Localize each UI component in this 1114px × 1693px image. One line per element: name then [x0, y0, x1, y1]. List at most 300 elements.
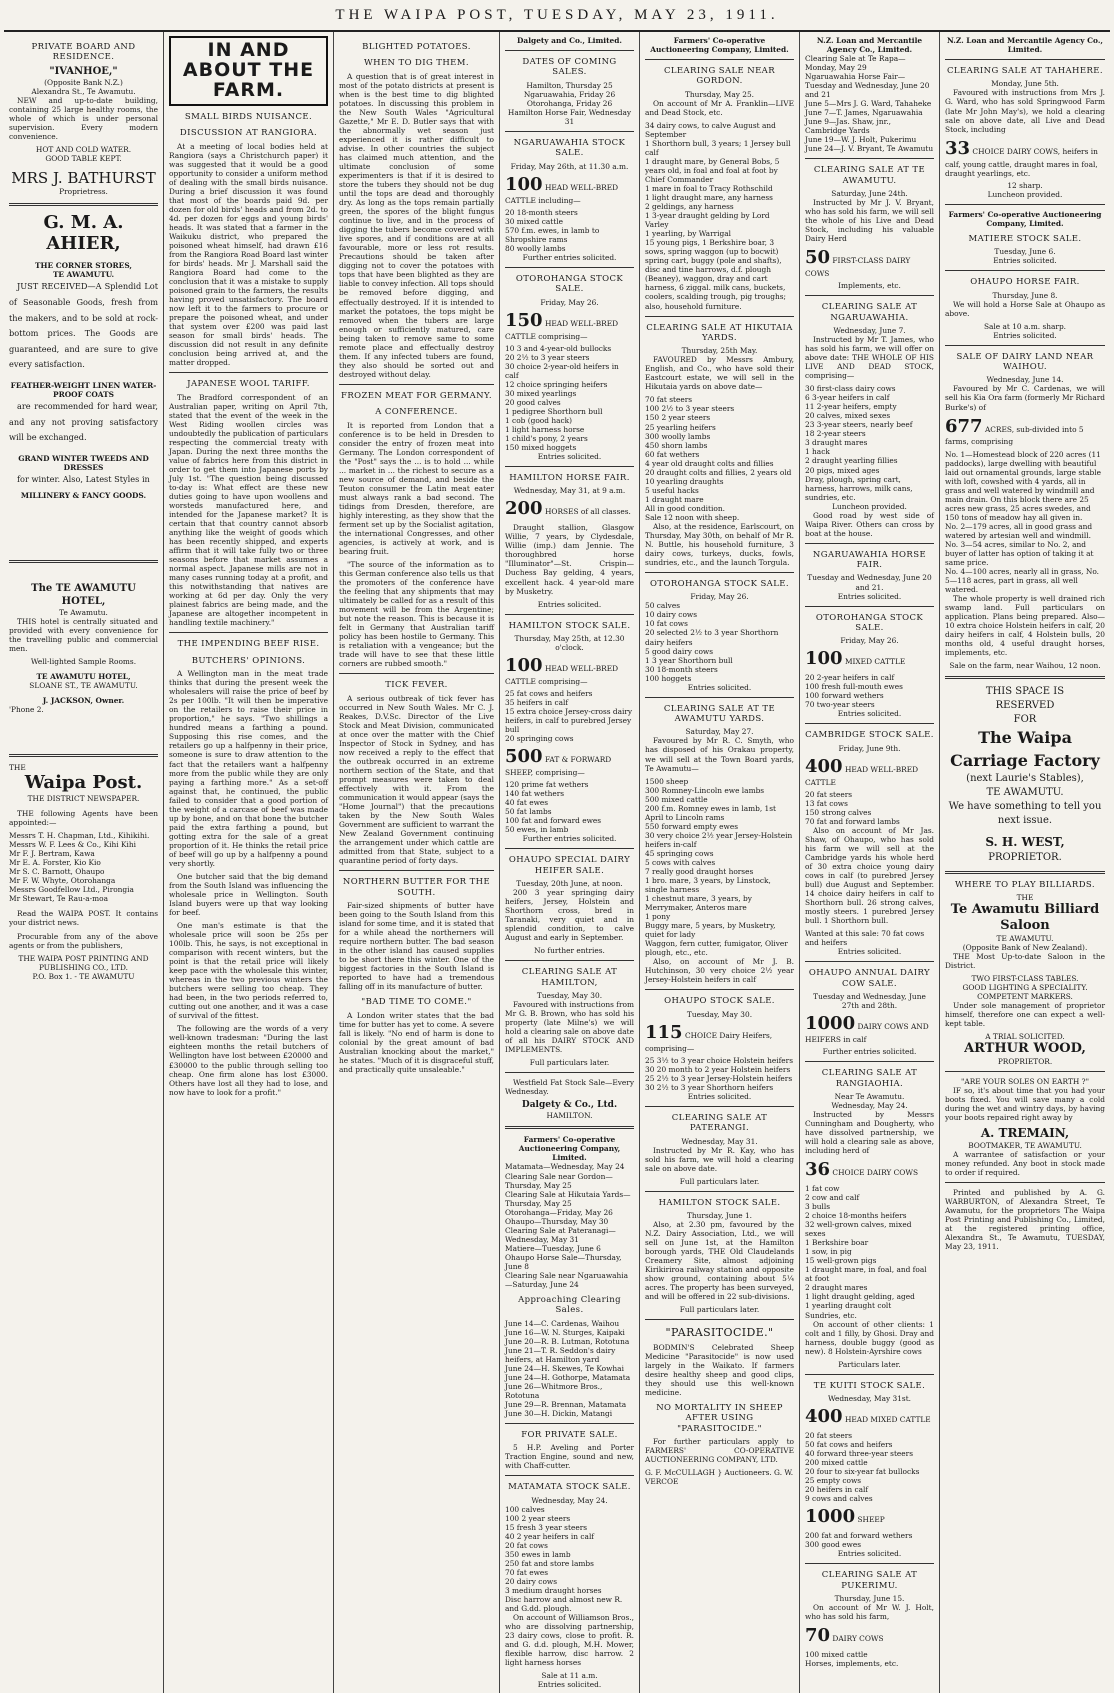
private-heading: FOR PRIVATE SALE. — [521, 1429, 618, 1440]
dalgety-town: HAMILTON. — [546, 1111, 593, 1121]
sale-items — [805, 1650, 934, 1668]
article-butter: Fair-sized shipments of butter have been going to the South Island from this island for some time, and it is stated that for a while ahead the northerners will require northern butter. The bad season in the other island has caused supplies to be short there this winter. One of the biggest factories in the South Island is reported to have had a tremendous falling off in its manufacture of butter. — [339, 901, 494, 992]
sale-item: 25 2½ to 3 year Jersey-Holstein heifers — [645, 1073, 793, 1083]
sale-item: 1 light harness horse — [505, 424, 585, 434]
billiard-sub: (Opposite Bank of New Zealand). — [962, 942, 1088, 952]
sale-head: CHOICE DAIRY COWS, heifers in calf, young cattle, draught mares in foal, draught yearlings, etc. — [945, 146, 1098, 178]
sale-items — [645, 395, 794, 521]
date-item: Hamilton Horse Fair, Wednesday 31 — [507, 107, 632, 126]
sale-item: 25 3½ to 3 year choice Holstein heifers — [645, 1055, 794, 1065]
sale-item: 10 dairy cows — [645, 610, 698, 620]
sale-item: 30 choice 2-year-old heifers in calf — [505, 361, 619, 380]
billiard-light: GOOD LIGHTING A SPECIALITY. — [962, 983, 1088, 993]
para-heading2: NO MORTALITY IN SHEEP AFTER USING "PARASITOCIDE." — [656, 1403, 783, 1434]
nzl-date-item: Clearing Sale at Te Rapa—Monday, May 29 — [805, 54, 906, 73]
fca-date-item: Clearing Sale at Hikutaia Yards—Thursday, May 25 — [505, 1189, 631, 1208]
sale-date: Wednesday, May 31, at 9 a.m. — [513, 486, 626, 496]
para-heading: "PARASITOCIDE." — [665, 1326, 774, 1340]
sale-item: Horses, implements, etc. — [805, 1659, 899, 1669]
sale-items — [805, 1184, 934, 1319]
sale-items — [805, 1431, 934, 1503]
board-table: GOOD TABLE KEPT. — [45, 154, 122, 164]
agent-item: Messrs W. F. Lees & Co., Kihi Kihi — [9, 840, 136, 850]
sale-text: Instructed by Mr T. James, who has sold his farm, we will offer on above date: THE WHOLE OF HIS LIVE AND DEAD STOCK, comprising— — [805, 335, 934, 381]
board-hot: HOT AND COLD WATER. — [35, 145, 132, 155]
headline-beef: THE IMPENDING BEEF RISE. — [177, 639, 320, 650]
sale-items — [505, 780, 634, 834]
sale-foot: Particulars later. — [838, 1359, 901, 1369]
sale-item: 2 draught mares — [805, 1283, 868, 1293]
sale-foot: Entries solicited. — [537, 599, 602, 609]
sale-item: Dray, plough, spring cart, harness, harrows, milk cans, sundries, etc. — [805, 474, 913, 502]
sale-item: 80 woolly lambs — [505, 243, 566, 253]
sale-item: 2 choice 18-months heifers — [805, 1211, 907, 1221]
sale-item: 20 18-month steers — [505, 207, 578, 217]
sale-date: Friday, May 26. — [690, 592, 749, 602]
fca-date-item: Clearing Sale near Ngaruawahia—Saturday, June 24 — [505, 1270, 629, 1289]
sale-title: SALE OF DAIRY LAND NEAR WAIHOU. — [956, 351, 1094, 373]
sale-foot: Full particulars later. — [679, 1176, 760, 1186]
sale-title: CAMBRIDGE STOCK SALE. — [805, 730, 934, 741]
article-frozen-meat-2: "The source of the information as to this German conference also tells us that the promoters of the conference have the feeling that any shipments that may ultimately be called for as a result of this movement will be from the Argentine; but note the reason. This is because it is felt in Germany that Australian tariff policy has been hostile to Germany. This is retaliation with a vengeance; but the trade will have to see that these little corners are rubbed smooth." — [339, 559, 494, 669]
sale-date: Thursday, June 15. — [834, 1594, 905, 1604]
sale-item: 1 cob (good hack) — [505, 415, 572, 425]
sale-title: NGARUAWAHIA STOCK SALE. — [513, 137, 626, 159]
sale-title: OHAUPO ANNUAL DAIRY COW SALE. — [808, 968, 931, 989]
private-text: 5 H.P. Aveling and Porter Traction Engine, sound and new, with Chaff-cutter. — [505, 1443, 634, 1471]
column-2 — [164, 32, 334, 1693]
sale-item: Disc harrow and almost new R. and G.dd. plough. — [505, 1595, 623, 1614]
dalgety-firm2: Dalgety & Co., Ltd. — [521, 1100, 618, 1111]
column-3 — [334, 32, 500, 1693]
sale-text: Favoured by Mr C. Cardenas, we will sell his Kia Ora farm (formerly Mr Richard Burke's) of — [945, 384, 1105, 412]
billiard-town: TE AWAMUTU. — [996, 933, 1054, 943]
sale-date: Thursday, May 25. — [684, 89, 755, 99]
sale-item: 13 fat cows — [805, 798, 848, 808]
sale-head: HEAD WELL-BRED CATTLE — [805, 764, 919, 787]
headline-bad-time: "BAD TIME TO COME." — [361, 997, 472, 1008]
sale-title: CLEARING SALE AT PUKERIMU. — [821, 1570, 918, 1591]
sale-items — [645, 1056, 794, 1092]
procure-text: Procurable from any of the above agents or from the publishers, — [9, 931, 158, 950]
sale-item: 20 calves, mixed sexes — [805, 411, 891, 421]
sale-item: 40 fat ewes — [505, 798, 549, 808]
sale-item: No. 3—54 acres, similar to No. 2, and buyer of latter has option of taking it at same price. — [945, 539, 1094, 567]
sale-title: CLEARING SALE AT HAMILTON, — [521, 967, 618, 988]
tweeds-tail: MILLINERY & FANCY GOODS. — [20, 491, 147, 501]
column-4 — [500, 32, 640, 1693]
sale-head: HEAD WELL-BRED CATTLE including— — [505, 182, 619, 205]
fca-date-item: Matamata—Wednesday, May 24 — [505, 1162, 625, 1172]
billiard-trial: A TRIAL SOLICITED. — [985, 1032, 1065, 1042]
sale-count: 33 — [945, 137, 971, 159]
sale-item: 100 fat and forward ewes — [505, 816, 602, 826]
sale-text: The whole property is well drained rich swamp land. Full particulars on application. Plans being prepared. Also—10 extra choice Holstein heifers in calf, 20 dairy heifers in calf, 4 Holstein bulls, 20 months old, 4 useful draught horses, implements, etc. — [945, 594, 1105, 658]
sale-item: 50 fat cows and heifers — [805, 1440, 893, 1450]
ahier-name: G. M. A. AHIER, — [43, 211, 124, 255]
sale-item: 1 pedigree Shorthorn bull — [505, 406, 603, 416]
sale-item: 60 fat wethers — [645, 449, 700, 459]
hotel-title: The TE AWAMUTU HOTEL, — [31, 583, 136, 607]
board-addr: Alexandra St., Te Awamutu. — [31, 86, 136, 96]
sale-item: 200 f.m. Romney ewes in lamb, 1st April to Lincoln rams — [645, 803, 777, 822]
paper-sub: THE DISTRICT NEWSPAPER. — [27, 794, 140, 804]
sale-item: 23 3-year steers, nearly beef — [805, 420, 913, 430]
date-item: Otorohanga, Friday 26 — [526, 98, 613, 108]
sale-item: 1 sow, in pig — [805, 1247, 852, 1257]
sale-date: Tuesday and Wednesday, June 20 and 21. — [807, 573, 932, 592]
fca-item: June 14—C. Cardenas, Waihou — [505, 1318, 620, 1328]
sale-item: 1 Shorthorn bull, 3 years; 1 Jersey bull calf — [645, 138, 791, 157]
reserved-role: PROPRIETOR. — [988, 851, 1062, 863]
sale-subtitle: Near Te Awamutu. — [834, 1091, 905, 1101]
para-text: BODMIN'S Celebrated Sheep Medicine "Parasitocide" is now used largely in the Waikato. If farmers desire healthy sheep and good clips, they should use this well-known medicine. — [645, 1342, 794, 1397]
sale-head: MIXED CATTLE — [844, 657, 906, 667]
fca-item: June 26—Whitmore Bros., Rototuna — [505, 1381, 603, 1400]
hotel-phone: 'Phone 2. — [9, 705, 44, 715]
billiard-text: THE Most Up-to-date Saloon in the District. — [945, 952, 1105, 971]
farm-title: IN AND ABOUT THE FARM. — [169, 36, 328, 106]
sale-foot: Entries solicited. — [837, 591, 902, 601]
sale-items — [505, 344, 634, 452]
dates-list — [505, 81, 634, 126]
sale-count: 400 — [805, 755, 843, 777]
sale-item: 1500 sheep — [645, 776, 689, 786]
sale-item: 20 fat steers — [805, 789, 853, 799]
sale-item: 50 calves — [645, 601, 681, 611]
sale-item: 30 2½ to 3 year Shorthorn heifers — [645, 1082, 774, 1092]
sale-item: 200 fat and forward wethers — [805, 1531, 913, 1541]
sale-text: Draught stallion, Glasgow Willie, 7 years, by Clydesdale, Willie (imp.) dam Jennie. The thoroughbred horse "Illuminator"—St. Crispin—Duchess Bay gelding, 4 years, excellent hack. 4 year-old mare by Musketry. — [505, 523, 634, 596]
sale-item: 18 2-year steers — [805, 429, 866, 439]
sale-item: All in good condition. — [645, 503, 725, 513]
sale-count: 100 — [805, 648, 843, 670]
sale-item: 12 choice springing heifers — [505, 379, 608, 389]
article-wool: The Bradford correspondent of an Australian paper, writing on April 7th, stated that the event of the week in the West Riding woollen circles was undoubtedly the publication of particulars respecting the commercial treaty with Japan. During the next three months the value of fabrics here from this district in order to get them into Japanese ports by July 1st. "The question being discussed to-day is: What effect are these new duties going to have upon woollens and worsteds manufactured here, and intended for the Japanese market? It is certain that that country cannot absorb anything like the weight of goods which has been recently shipped, and experts affirm that it will take fully two or three seasons before that market assumes a normal aspect. Japanese mills are not in many cases running today at a profit, and this notwithstanding that natives are working at 6d per day. Only the very plainest fabrics are being made, and the Japanese are altogether incompetent in handling textile machinery." — [169, 392, 328, 628]
sale-date: Friday, June 9th. — [838, 743, 901, 753]
reserved-line: THIS SPACE IS — [985, 686, 1065, 698]
board-sub: (Opposite Bank N.Z.) — [44, 77, 123, 87]
sale-count: 150 — [505, 309, 543, 331]
billiard-heading: WHERE TO PLAY BILLIARDS. — [955, 879, 1095, 890]
sale-text: Instructed by Mr R. Kay, who has sold his farm, we will hold a clearing sale on above date. — [645, 1145, 794, 1173]
billiard-tables: TWO FIRST-CLASS TABLES. — [971, 974, 1079, 984]
sale-foot: Luncheon provided. — [832, 501, 907, 511]
sale-item: 5 useful hacks — [645, 485, 699, 495]
sale-foot: Luncheon provided. — [987, 189, 1063, 199]
sale-item: 40 forward three-year steers — [805, 1449, 913, 1459]
imprint: Printed and published by A. G. WARBURTON, of Alexandra Street, Te Awamutu, for the proprietors The Waipa Post Printing and Publishing Co., Limited, at the registered printing office, Alexandra St., Te Awamutu, TUESDAY, May 23, 1911. — [945, 1188, 1105, 1252]
sale-items — [645, 601, 794, 682]
sale-item: 1 3-year draught gelding by Lord Varley — [645, 211, 770, 230]
article-birds: At a meeting of local bodies held at Rangiora (says a Christchurch paper) it was suggested that it would be a good opportunity to consider a uniform method of dealing with the small birds nuisance. During a brief discussion it was found that most of the boards paid 9d. per dozen for old birds' heads and from 2d. to 4d. per dozen for eggs and young birds' heads. It was stated that a farmer in the Waikuku district, who prepared the poisoned wheat himself, had drawn £16 from the Rangiora Road Board last winter for birds' heads. Mr J. Marshall said the Rangiora Board had come to the conclusion that it was a mistake to supply poisoned grain to the farmers, the results having proved unsatisfactory. The board now left it to the farmers to procure or prepare the poisoned wheat, and under that system over £200 was paid last season for small birds' heads. The discussion did not result in any definite conclusion being arrived at, and the matter dropped. — [169, 141, 328, 368]
sale-item: No. 1—Homestead block of 220 acres (11 paddocks), large dwelling with beautiful laid out ornamental grounds, large stable with loft, cowshed with 4 yards, all in grass and well watered by windmill and main drain. On this block there are 25 acres new grass, 25 acres swedes, and 150 tons of meadow hay all given in. — [945, 449, 1101, 522]
sale-item: 20 fat steers — [805, 1431, 853, 1441]
column-7 — [940, 32, 1110, 1693]
sale-item: 140 fat wethers — [505, 789, 565, 799]
sale-head: FAT & FORWARD SHEEP, comprising— — [505, 755, 612, 778]
sale-foot: Entries solicited. — [537, 1680, 602, 1690]
sale-count: 677 — [945, 415, 983, 437]
sale-item: 350 ewes in lamb — [505, 1549, 571, 1559]
sale-foot: Entries solicited. — [687, 1091, 752, 1101]
sale-text: Also, at 2.30 pm, favoured by the N.Z. Dairy Association, Ltd., we will sell on June 1st, at the Hamilton borough yards, THE Old Claudelands Creamery Site, almost adjoining Kirikiriroa railway station and opposite show ground, containing about 5¼ acres. The property has been surveyed, and will be offered in 22 sub-divisions. — [645, 1220, 794, 1302]
headline-birds: SMALL BIRDS NUISANCE. — [184, 111, 313, 122]
agents-intro: THE following Agents have been appointed:— — [9, 809, 158, 828]
reserved-line: TE AWAMUTU. — [986, 787, 1064, 799]
sale-item: 570 f.m. ewes, in lamb to Shropshire rams — [505, 225, 600, 244]
fca-item: June 24—H. Skewes, Te Kowhai — [505, 1363, 624, 1373]
carriage-factory: Carriage Factory — [950, 750, 1100, 770]
sale-date: Friday, May 26th, at 11.30 a.m. — [510, 161, 629, 171]
sale-item: 1 child's pony, 2 years — [505, 433, 588, 443]
sale-head: DAIRY COWS — [832, 1634, 884, 1644]
article-tick: A serious outbreak of tick fever has occurred in New South Wales. Mr C. J. Reakes, D.V.Sc. Director of the Live Stock and Meat Division, communicated at once over the matter with the Chief Inspector of Stock in Sydney, and has now received a reply to the effect that the outbreak occurred in an extreme northern section of the State, and that prompt measures were taken to deal effectively with it. From the communication it would appear (says the "Home Journal") that the precautions taken by the New South Wales Government are sufficient to warrant the New Zealand Government continuing the arrangement under which cattle are admitted from that State, subject to a quarantine period of forty days. — [339, 693, 494, 866]
sale-text: 200 3 year springing dairy heifers, Jersey, Holstein and Shorthorn cross, bred in Taranaki, very quiet and in splendid condition, to calve August and early in September. — [505, 888, 634, 943]
sale-item: 3 medium draught horses — [505, 1586, 602, 1596]
sale-foot: Entries solicited. — [837, 709, 902, 719]
sale-item: 20 good calves — [505, 397, 561, 407]
sale-item: 300 woolly lambs — [645, 431, 711, 441]
sale-title: CLEARING SALE AT TAHAHERE. — [947, 66, 1103, 77]
sale-item: 30 mixed cattle — [505, 216, 563, 226]
sale-count: 200 — [505, 498, 543, 520]
sale-title: HAMILTON HORSE FAIR. — [509, 472, 630, 483]
agent-item: Mr F. J. Bertram, Kawa — [9, 849, 95, 859]
sale-item: 20 2½ to 3 year steers — [505, 352, 590, 362]
column-5 — [640, 32, 800, 1693]
dalgety-firm: Dalgety and Co., Limited. — [517, 36, 622, 45]
sale-item: 40 2 year heifers in calf — [505, 1531, 595, 1541]
sale-item: 32 well-grown calves, mixed sexes — [805, 1220, 912, 1239]
sale-item: 20 springing cows — [505, 734, 574, 744]
sale-date: Tuesday and Wednesday, June 27th and 28th. — [813, 992, 926, 1011]
sale-item: 4 year old draught colts and fillies — [645, 458, 774, 468]
sale-date: Monday, June 5th. — [991, 79, 1059, 89]
sale-item: 20 pigs, mixed ages — [805, 465, 880, 475]
sale-item: No. 4—100 acres, nearly all in grass, No. 5—118 acres, part in grass, all well watered. — [945, 566, 1099, 594]
sale-title: HAMILTON STOCK SALE. — [658, 1197, 781, 1208]
sale-item: 120 prime fat wethers — [505, 780, 589, 790]
billiard-name: Te Awamutu Billiard Saloon — [950, 902, 1100, 934]
board-title: PRIVATE BOARD AND RESIDENCE. — [31, 42, 136, 63]
sale-date: Wednesday, June 7. — [833, 326, 906, 336]
agent-item: Mr E. A. Forster, Kio Kio — [9, 858, 101, 868]
sale-head: CHOICE Dairy Heifers, comprising— — [645, 1030, 773, 1053]
sale-item: 1 draught mare, by General Bobs, 5 years old, in foal and foal at foot by Chief Commander — [645, 157, 780, 185]
shoes-heading: "ARE YOUR SOLES ON EARTH ?" — [960, 1077, 1090, 1087]
sale-item: 2 draught yearling fillies — [805, 456, 898, 466]
carriage-name: The Waipa — [978, 728, 1072, 748]
sale-item: 15 extra choice Jersey-cross dairy heifers, in calf to purebred Jersey bull — [505, 707, 633, 735]
sale-item: 5 cows with calves — [645, 857, 716, 867]
sale-item: 9 cows and calves — [805, 1494, 873, 1504]
sale-text: On account of Mr W. J. Holt, who has sold his farm, — [805, 1603, 934, 1622]
sale-count: 100 — [505, 655, 543, 677]
fca-heading: Approaching Clearing Sales. — [518, 1294, 621, 1316]
sale-date: Wednesday, May 31st. — [827, 1394, 912, 1404]
sale-head: HEAD MIXED CATTLE — [844, 1415, 931, 1425]
sale-head: HORSES of all classes. — [544, 507, 631, 517]
sale-text: Instructed by Messrs Cunningham and Dougherty, who have dissolved partnership, we will hold a clearing sale as above, including herd of — [805, 1109, 934, 1156]
sale-items — [805, 790, 934, 826]
article-beef-2: One butcher said that the big demand from the South Island was influencing the wholesale price in Wellington. South Island buyers were up that way looking for beef. — [169, 871, 328, 918]
sale-item: Sundries, etc. — [805, 1310, 857, 1320]
sale-item: 20 2-year heifers in calf — [805, 673, 895, 683]
fca-date-item: Otorohanga—Friday, May 26 — [505, 1207, 613, 1217]
sale-item: 2 cow and calf — [805, 1193, 860, 1203]
agent-item: Mr S. C. Barnott, Ohaupo — [9, 867, 105, 877]
sale-title: CLEARING SALE AT PATERANGI. — [671, 1112, 768, 1134]
sale-item: 1 fat cow — [805, 1184, 840, 1194]
shoes-role: BOOTMAKER, TE AWAMUTU. — [968, 1140, 1082, 1150]
masthead: THE WAIPA POST, TUESDAY, MAY 23, 1911. — [4, 0, 1110, 32]
sale-item: 1 pony — [645, 912, 671, 922]
fca-item: June 20—R. B. Lutman, Rototuna — [505, 1336, 630, 1346]
sale-item: 30 18-month steers — [645, 664, 718, 674]
sale-items — [805, 673, 934, 709]
sale-items — [505, 208, 634, 253]
article-beef-3: One man's estimate is that the wholesale price will soon be 25s per 100lb. This, he says, is not exceptional in comparison with recent winters, but the point is that the retail price will likely keep pace with the wholesale this winter, whereas in the two previous winters the butchers were selling too cheap. They had been, in the two periods referred to, cutting out one another, and it was a case of survival of the fittest. — [169, 921, 328, 1021]
sale-item: No. 2—179 acres, all in good grass and watered by artesian well and windmill. — [945, 521, 1093, 540]
sale-count: 36 — [805, 1159, 831, 1181]
sale-head: HEAD WELL-BRED CATTLE comprising— — [505, 318, 619, 341]
sale-item: 1 light draught mare, any harness — [645, 193, 773, 203]
sale-item: 20 dairy cows — [505, 1577, 558, 1587]
fca-firm: Farmers' Co-operative Auctioneering Company, Limited. — [948, 209, 1102, 228]
sale-text: Favoured with instructions from Mr G. B. Brown, who has sold his property (late Milne's) we will hold a clearing sale on above date of all his DAIRY STOCK AND IMPLEMENTS. — [505, 1000, 634, 1055]
para-sign: G. F. McCULLAGH } Auctioneers. G. W. VERCOE — [645, 1468, 794, 1487]
fca-item: June 21—T. R. Seddon's dairy heifers, at Hamilton yard — [505, 1345, 616, 1364]
article-beef-4: The following are the words of a very well-known tradesman: "During the last eighteen months the retail butchers of Wellington have lost between £20000 and £30000 to the public through selling too cheap. One firm alone has lost £3000. Others have lost all they had to lose, and now have to look for a profit." — [169, 1024, 328, 1097]
fca-firm: Farmers' Co-operative Auctioneering Company, Limited. — [650, 36, 789, 55]
agent-item: Messrs T. H. Chapman, Ltd., Kihikihi. — [9, 831, 150, 841]
ahier-sub: THE CORNER STORES, — [35, 261, 132, 271]
sale-item: 30 20 month to 2 year Holstein heifers — [645, 1064, 791, 1074]
sale-foot: Entries solicited. — [537, 451, 602, 461]
tweeds-text: for winter. Also, Latest Styles in — [17, 473, 150, 484]
ahier-text: JUST RECEIVED—A Splendid Lot of Seasonable Goods, fresh from the makers, and to be sold at rock-bottom prices. The Goods are guaranteed, and are sure to give every satisfaction. — [9, 281, 158, 370]
sale-text: Favoured by Mr R. C. Smyth, who has disposed of his Orakau property, we will sell at the Town Board yards, Te Awamutu— — [645, 736, 794, 773]
sale-item: 20 fat cows — [505, 1540, 548, 1550]
fca-date-item: Ohaupo Horse Sale—Thursday, June 8 — [505, 1252, 622, 1271]
sale-text: FAVOURED by Messrs Ambury, English, and Co., who have sold their Eastcourt estate, we will sell in the Hikutaia yards on above date— — [645, 355, 794, 392]
sale-items — [945, 450, 1105, 595]
sale-items — [505, 689, 634, 743]
sale-item: 3 draught mares — [805, 438, 868, 448]
sale-item: 1 light draught gelding, aged — [805, 1292, 915, 1302]
sale-item: 30 very choice 2½ year Jersey-Holstein heifers in-calf — [645, 830, 793, 849]
sale-item: Sale 12 noon with sheep. — [645, 512, 740, 522]
sale-date: Tuesday, June 6. — [994, 247, 1056, 257]
sale-count: 115 — [645, 1021, 683, 1043]
sale-title: OTOROHANGA STOCK SALE. — [650, 579, 789, 589]
sale-item: 100 fresh full-mouth ewes — [805, 682, 903, 692]
sale-date: Thursday, June 1. — [686, 1211, 753, 1221]
sale-text: Favoured with instructions from Mrs J. G. Ward, who has sold Springwood Farm (late Mr John May's), we hold a clearing sale on above date, all Live and Dead Stock, including — [945, 88, 1105, 134]
billiard-the: THE — [1016, 893, 1034, 903]
sale-foot: Entries solicited. — [837, 947, 902, 957]
sale-item: 100 2 year steers — [505, 1513, 571, 1523]
reserved-line: We have something to tell you next issue. — [948, 801, 1102, 827]
sale-date: Friday, May 26. — [540, 297, 599, 307]
sale-date: Thursday, June 8. — [992, 290, 1058, 300]
reserved-line: RESERVED — [995, 700, 1055, 712]
sale-item: 34 dairy cows, to calve August and September — [645, 120, 776, 139]
sale-count: 1000 — [805, 1013, 856, 1035]
sale-title: OTOROHANGA STOCK SALE. — [515, 273, 624, 295]
hotel-town: Te Awamutu. — [59, 607, 108, 617]
sale-foot: Implements, etc. — [838, 281, 901, 291]
sale-items — [805, 1531, 934, 1549]
sale-text: We will hold a Horse Sale at Ohaupo as above. — [945, 299, 1105, 318]
sale-head: CHOICE DAIRY COWS — [832, 1168, 919, 1178]
sale-item: 1 chestnut mare, 3 years, by Merrymaker, Anteros mare — [645, 893, 752, 913]
tweeds-title: GRAND WINTER TWEEDS AND DRESSES — [18, 453, 149, 472]
sale-title: MATIERE STOCK SALE. — [968, 233, 1082, 244]
sale-item: 1 yearling, by Warrigal — [645, 229, 732, 239]
headline-potatoes: BLIGHTED POTATOES. — [362, 42, 471, 52]
subhead-beef: BUTCHERS' OPINIONS. — [191, 655, 306, 666]
agents-list — [9, 831, 158, 903]
nzl-firm: N.Z. Loan and Mercantile Agency Co., Limited. — [947, 36, 1103, 55]
sale-item: 300 Romney-Lincoln ewe lambs — [645, 785, 765, 795]
sale-item: 1 mare in foal to Tracy Rothschild — [645, 184, 773, 194]
sale-item: 70 two-year steers — [805, 700, 875, 710]
nzl-firm: N.Z. Loan and Mercantile Agency Co., Limited. — [816, 36, 923, 55]
sale-foot: Further entries solicited. — [522, 252, 617, 262]
nzl-date-item: June 5—Mrs J. G. Ward, Tahaheke — [805, 99, 932, 109]
sale-item: 5 good dairy cows — [645, 646, 714, 656]
sale-date: Wednesday, May 24. — [831, 1100, 908, 1110]
sale-title: HAMILTON STOCK SALE. — [508, 620, 631, 631]
board-text: NEW and up-to-date building, containing 25 large healthy rooms, the whole of which is under personal supervision. Every modern convenience. — [9, 95, 158, 142]
date-item: Ngaruawahia, Friday 26 — [523, 89, 616, 99]
sale-count: 400 — [805, 1406, 843, 1428]
billiard-mark: COMPETENT MARKERS. — [977, 992, 1073, 1002]
shoes-owner: A. TREMAIN, — [980, 1126, 1070, 1141]
sale-item: 35 heifers in calf — [505, 698, 569, 708]
fca-title: Farmers' Co-operative Auctioneering Company, Limited. — [518, 1135, 621, 1163]
sale-item: 20 four to six-year fat bullocks — [805, 1467, 920, 1477]
sale-item: 25 fat cows and heifers — [505, 689, 593, 698]
nzl-date-item: June 19—W. J. Holt, Pukerimu — [805, 135, 917, 145]
shoes-text: IF so, it's about time that you had your boots fixed. You will save many a cold during the wet and wintry days, by having your boots repaired right away by — [945, 1086, 1105, 1123]
fca-date-item: Clearing Sale near Gordon—Thursday, May 25 — [505, 1171, 613, 1190]
sale-item: 6 3-year heifers in calf — [805, 393, 890, 403]
sale-item: 70 fat steers — [645, 395, 693, 405]
ahier-town: TE AWAMUTU. — [52, 270, 115, 280]
fca-date-item: Matiere—Tuesday, June 6 — [505, 1243, 601, 1253]
fca-item: June 30—H. Dickin, Matangi — [505, 1408, 613, 1418]
sale-date: Wednesday, May 24. — [531, 1495, 608, 1505]
board-role: Proprietress. — [59, 187, 108, 197]
sale-items — [645, 121, 794, 311]
sale-item: 1 3 year Shorthorn bull — [645, 655, 733, 665]
sale-text: Also on account of Mr Jas. Shaw, of Ohaupo, who has sold his farm we will sell at the Cambridge yards his whole herd of 30 extra choice young dairy cows in calf (to purebred Jersey bull) due August and September. 14 choice dairy heifers in calf to Shorthorn bull. 26 strong calves, mostly steers. 1 purebred Jersey bull. 1 Shorthorn bull. — [805, 825, 934, 926]
hotel-rooms: Well-lighted Sample Rooms. — [30, 656, 137, 666]
sale-item: 7 really good draught horses — [645, 866, 754, 876]
paper-name: Waipa Post. — [24, 772, 143, 794]
sale-item: 1 bro. mare, 3 years, by Linstock, single harness — [645, 875, 771, 894]
sale-item: 15 well-grown pigs — [805, 1256, 877, 1266]
sale-date: Thursday, May 25th, at 12.30 o'clock. — [514, 633, 625, 652]
reserved-line: (next Laurie's Stables), — [966, 773, 1084, 785]
sale-date: Saturday, June 24th. — [831, 189, 908, 199]
sale-item: 15 young pigs, 1 Berkshire boar, 3 sows, spring waggon (up to bocwit) spring cart, buggy (pole and shafts), disc and tine harrows, d.f. plough (Beaney), waggon, dray and cart harness, 6 ziggal. milk cans, buckets, coolers, scalding trough, pig troughs; also, household furniture. — [645, 238, 786, 311]
column-6 — [800, 32, 940, 1693]
sale-title: CLEARING SALE NEAR GORDON. — [663, 66, 776, 87]
